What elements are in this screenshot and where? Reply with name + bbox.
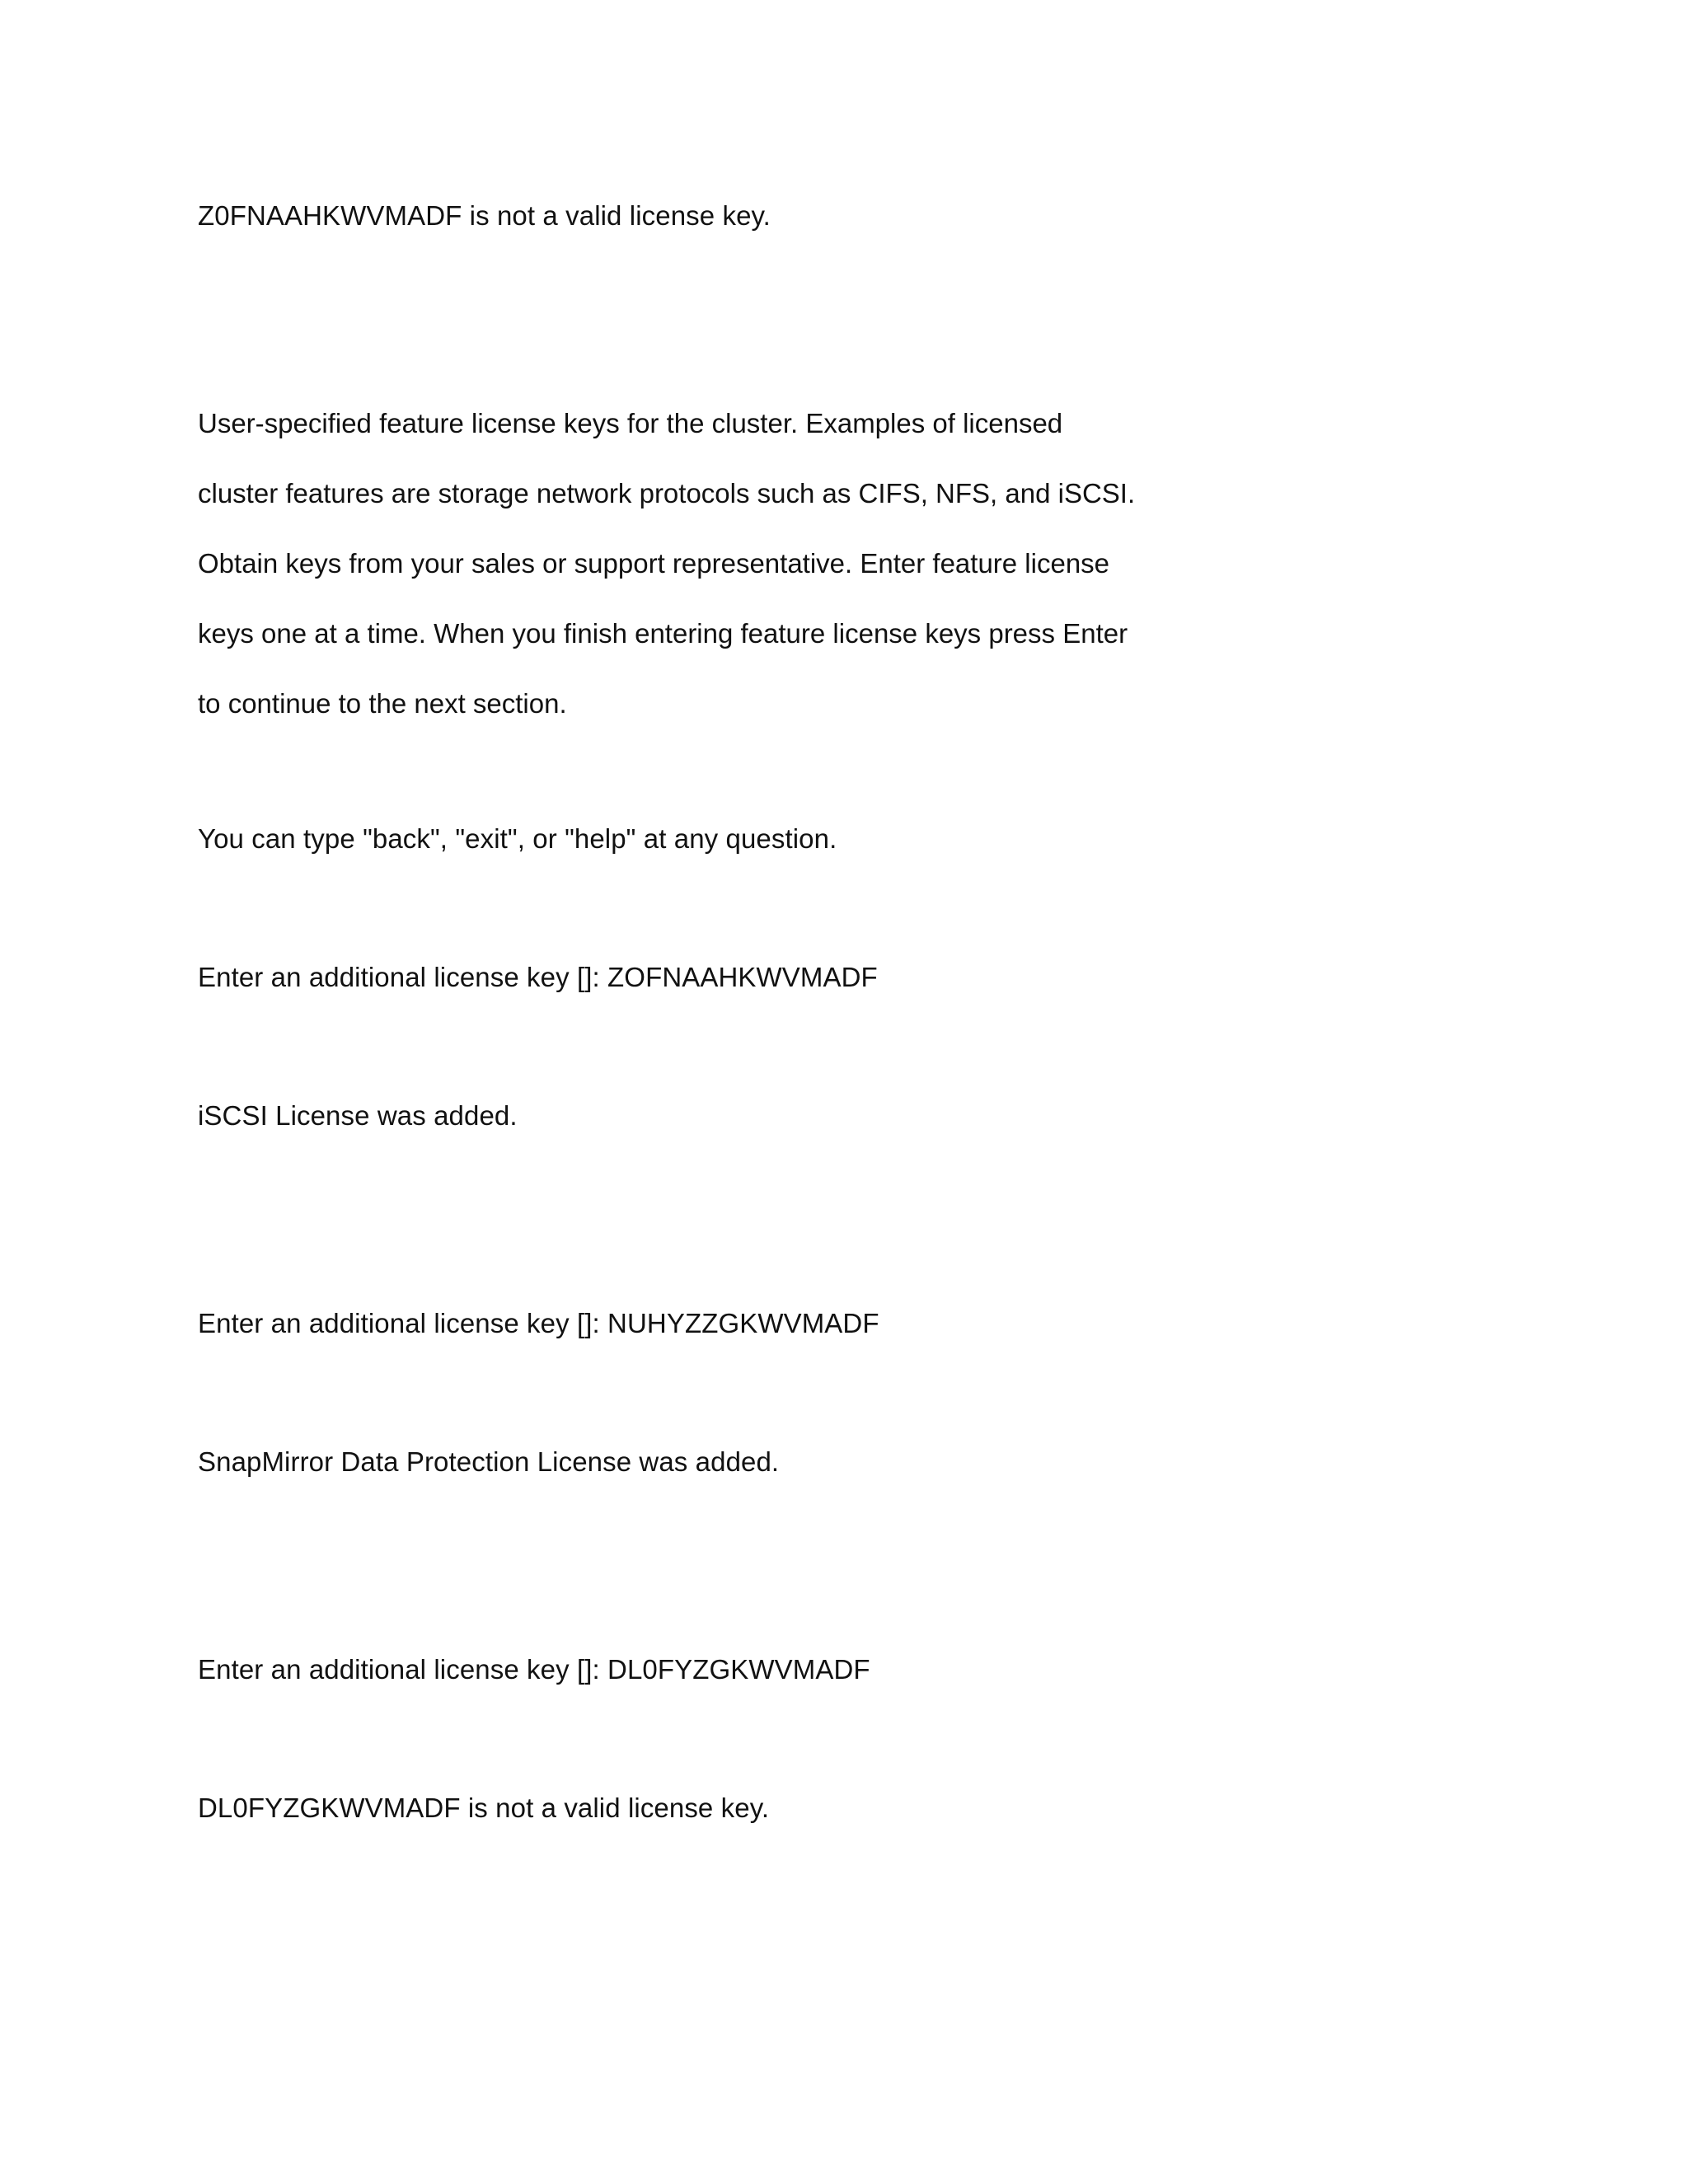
license-result: SnapMirror Data Protection License was added.	[198, 1446, 780, 1477]
license-prompt: Enter an additional license key []: NUHYZZGKWVMADF	[198, 1308, 879, 1338]
description-line: cluster features are storage network protocols such as CIFS, NFS, and iSCSI.	[198, 478, 1136, 509]
description-line: to continue to the next section.	[198, 688, 567, 719]
description-line: keys one at a time. When you finish entering feature license keys press Enter	[198, 618, 1128, 649]
description-line: User-specified feature license keys for the cluster. Examples of licensed	[198, 408, 1063, 438]
description-line: Obtain keys from your sales or support representative. Enter feature license	[198, 548, 1110, 579]
license-prompt: Enter an additional license key []: DL0FYZGKWVMADF	[198, 1654, 870, 1685]
license-prompt: Enter an additional license key []: ZOFNAAHKWVMADF	[198, 962, 878, 992]
license-result: iSCSI License was added.	[198, 1100, 518, 1131]
invalid-key-message: Z0FNAAHKWVMADF is not a valid license key.	[198, 200, 771, 231]
invalid-key-message: DL0FYZGKWVMADF is not a valid license key.	[198, 1793, 770, 1823]
navigation-hint: You can type "back", "exit", or "help" at any question.	[198, 823, 837, 854]
license-description	[198, 407, 1236, 757]
